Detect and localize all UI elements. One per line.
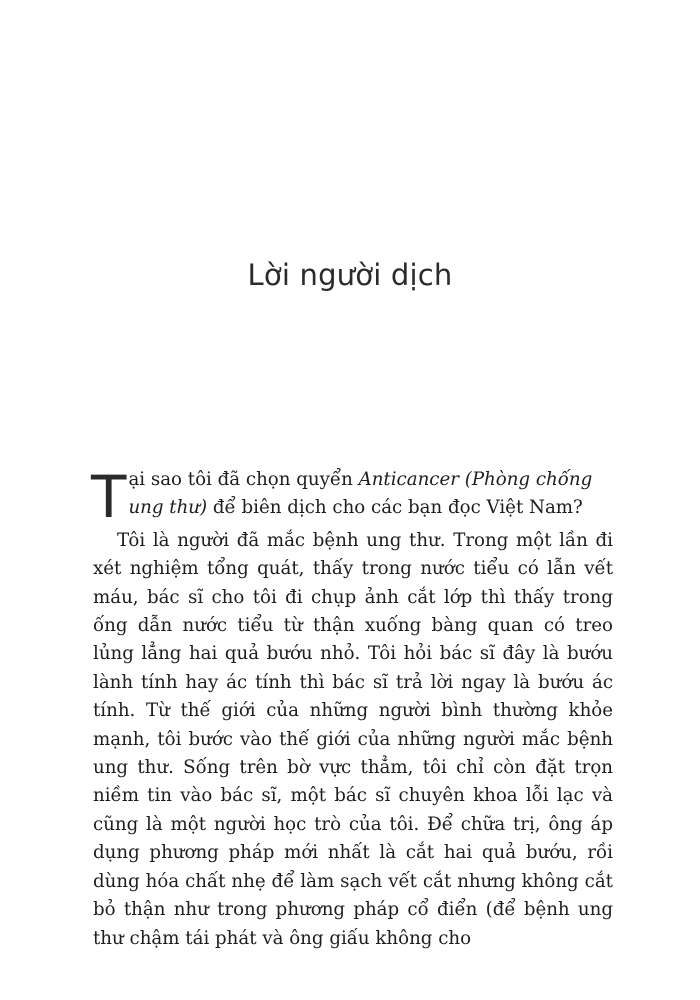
chapter-title: Lời người dịch (247, 258, 453, 292)
second-paragraph: Tôi là người đã mắc bệnh ung thư. Trong một lần đi xét nghiệm tổng quát, thấy trong nước tiểu có lẫn vết máu, bác sĩ cho tôi đi chụp ảnh cắt lớp thì thấy trong ống dẫn nước tiểu từ thận xuống bàng quan có treo lủng lẳng hai quả bướu nhỏ. Tôi hỏi bác sĩ đây là bướu lành tính hay ác tính thì bác sĩ trả lời ngay là bướu ác tính. Từ thế giới của những người bình thường khỏe mạnh, tôi bước vào thế giới của những người mắc bệnh ung thư. Sống trên bờ vực thẳm, tôi chỉ còn đặt trọn niềm tin vào bác sĩ, một bác sĩ chuyên khoa lỗi lạc và cũng là một người học trò của tôi. Để chữa trị, ông áp dụng phương pháp mới nhất là cắt hai quả bướu, rồi dùng hóa chất nhẹ để làm sạch vết cắt nhưng không cắt bỏ thận như trong phương pháp cổ điển (để bệnh ung thư chậm tái phát và ông giấu không cho (93, 529, 613, 949)
body-text (91, 463, 613, 953)
first-paragraph (91, 463, 613, 531)
first-paragraph-lead-text: ại sao tôi đã chọn quyển (128, 469, 359, 490)
drop-cap-letter: T (91, 463, 127, 531)
first-paragraph-trailing-text: để biên dịch cho các bạn đọc Việt Nam? (207, 497, 583, 519)
book-title-italic: Anticancer (Phòng chống ung thư) (128, 469, 593, 519)
